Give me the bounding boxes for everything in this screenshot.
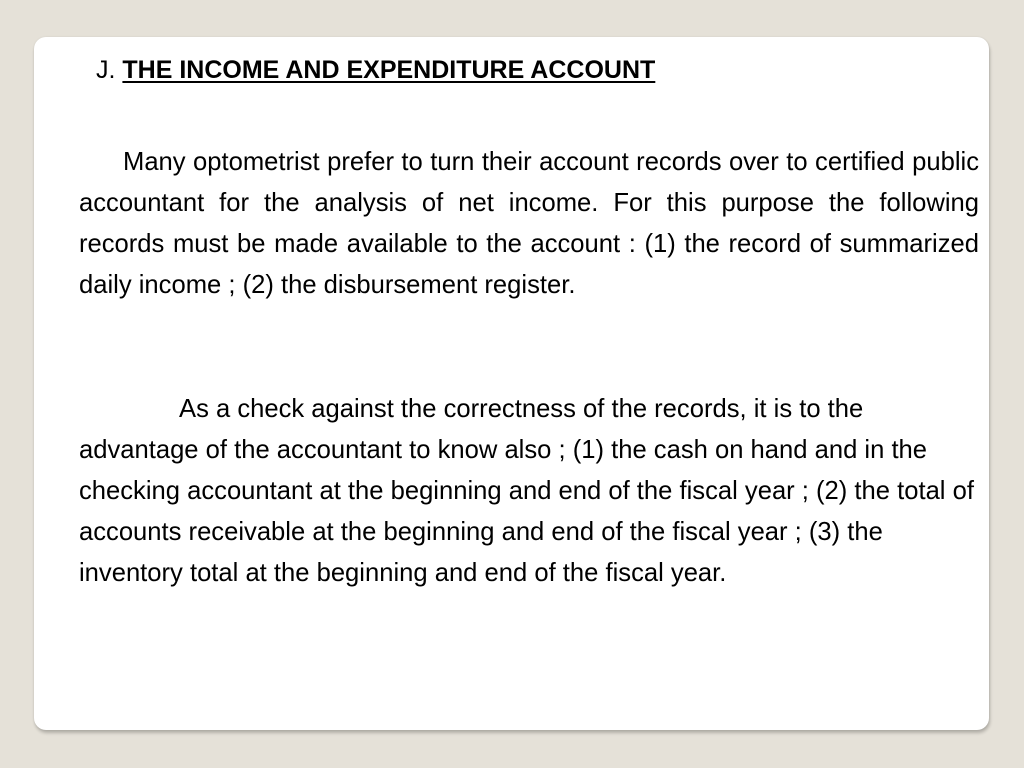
heading-title: THE INCOME AND EXPENDITURE ACCOUNT	[122, 56, 656, 84]
paragraph-accountant-check: As a check against the correctness of the records, it is to the advantage of the accountant to know also ; (1) the cash on hand and in the checking accountant at the beginning and end of the fiscal year ; (2) the total of accounts receivable at the beginning and end of the fiscal year ; (3) the inventory total at the beginning and end of the fiscal year.	[79, 395, 974, 587]
heading-prefix: J.	[96, 56, 123, 84]
slide-card	[34, 37, 989, 730]
section-heading	[96, 53, 655, 87]
paragraph-net-income-records: Many optometrist prefer to turn their account records over to certified public accountant for the analysis of net income. For this purpose the following records must be made available to the account : (1) the record of summarized daily income ; (2) the disbursement register.	[79, 148, 979, 299]
